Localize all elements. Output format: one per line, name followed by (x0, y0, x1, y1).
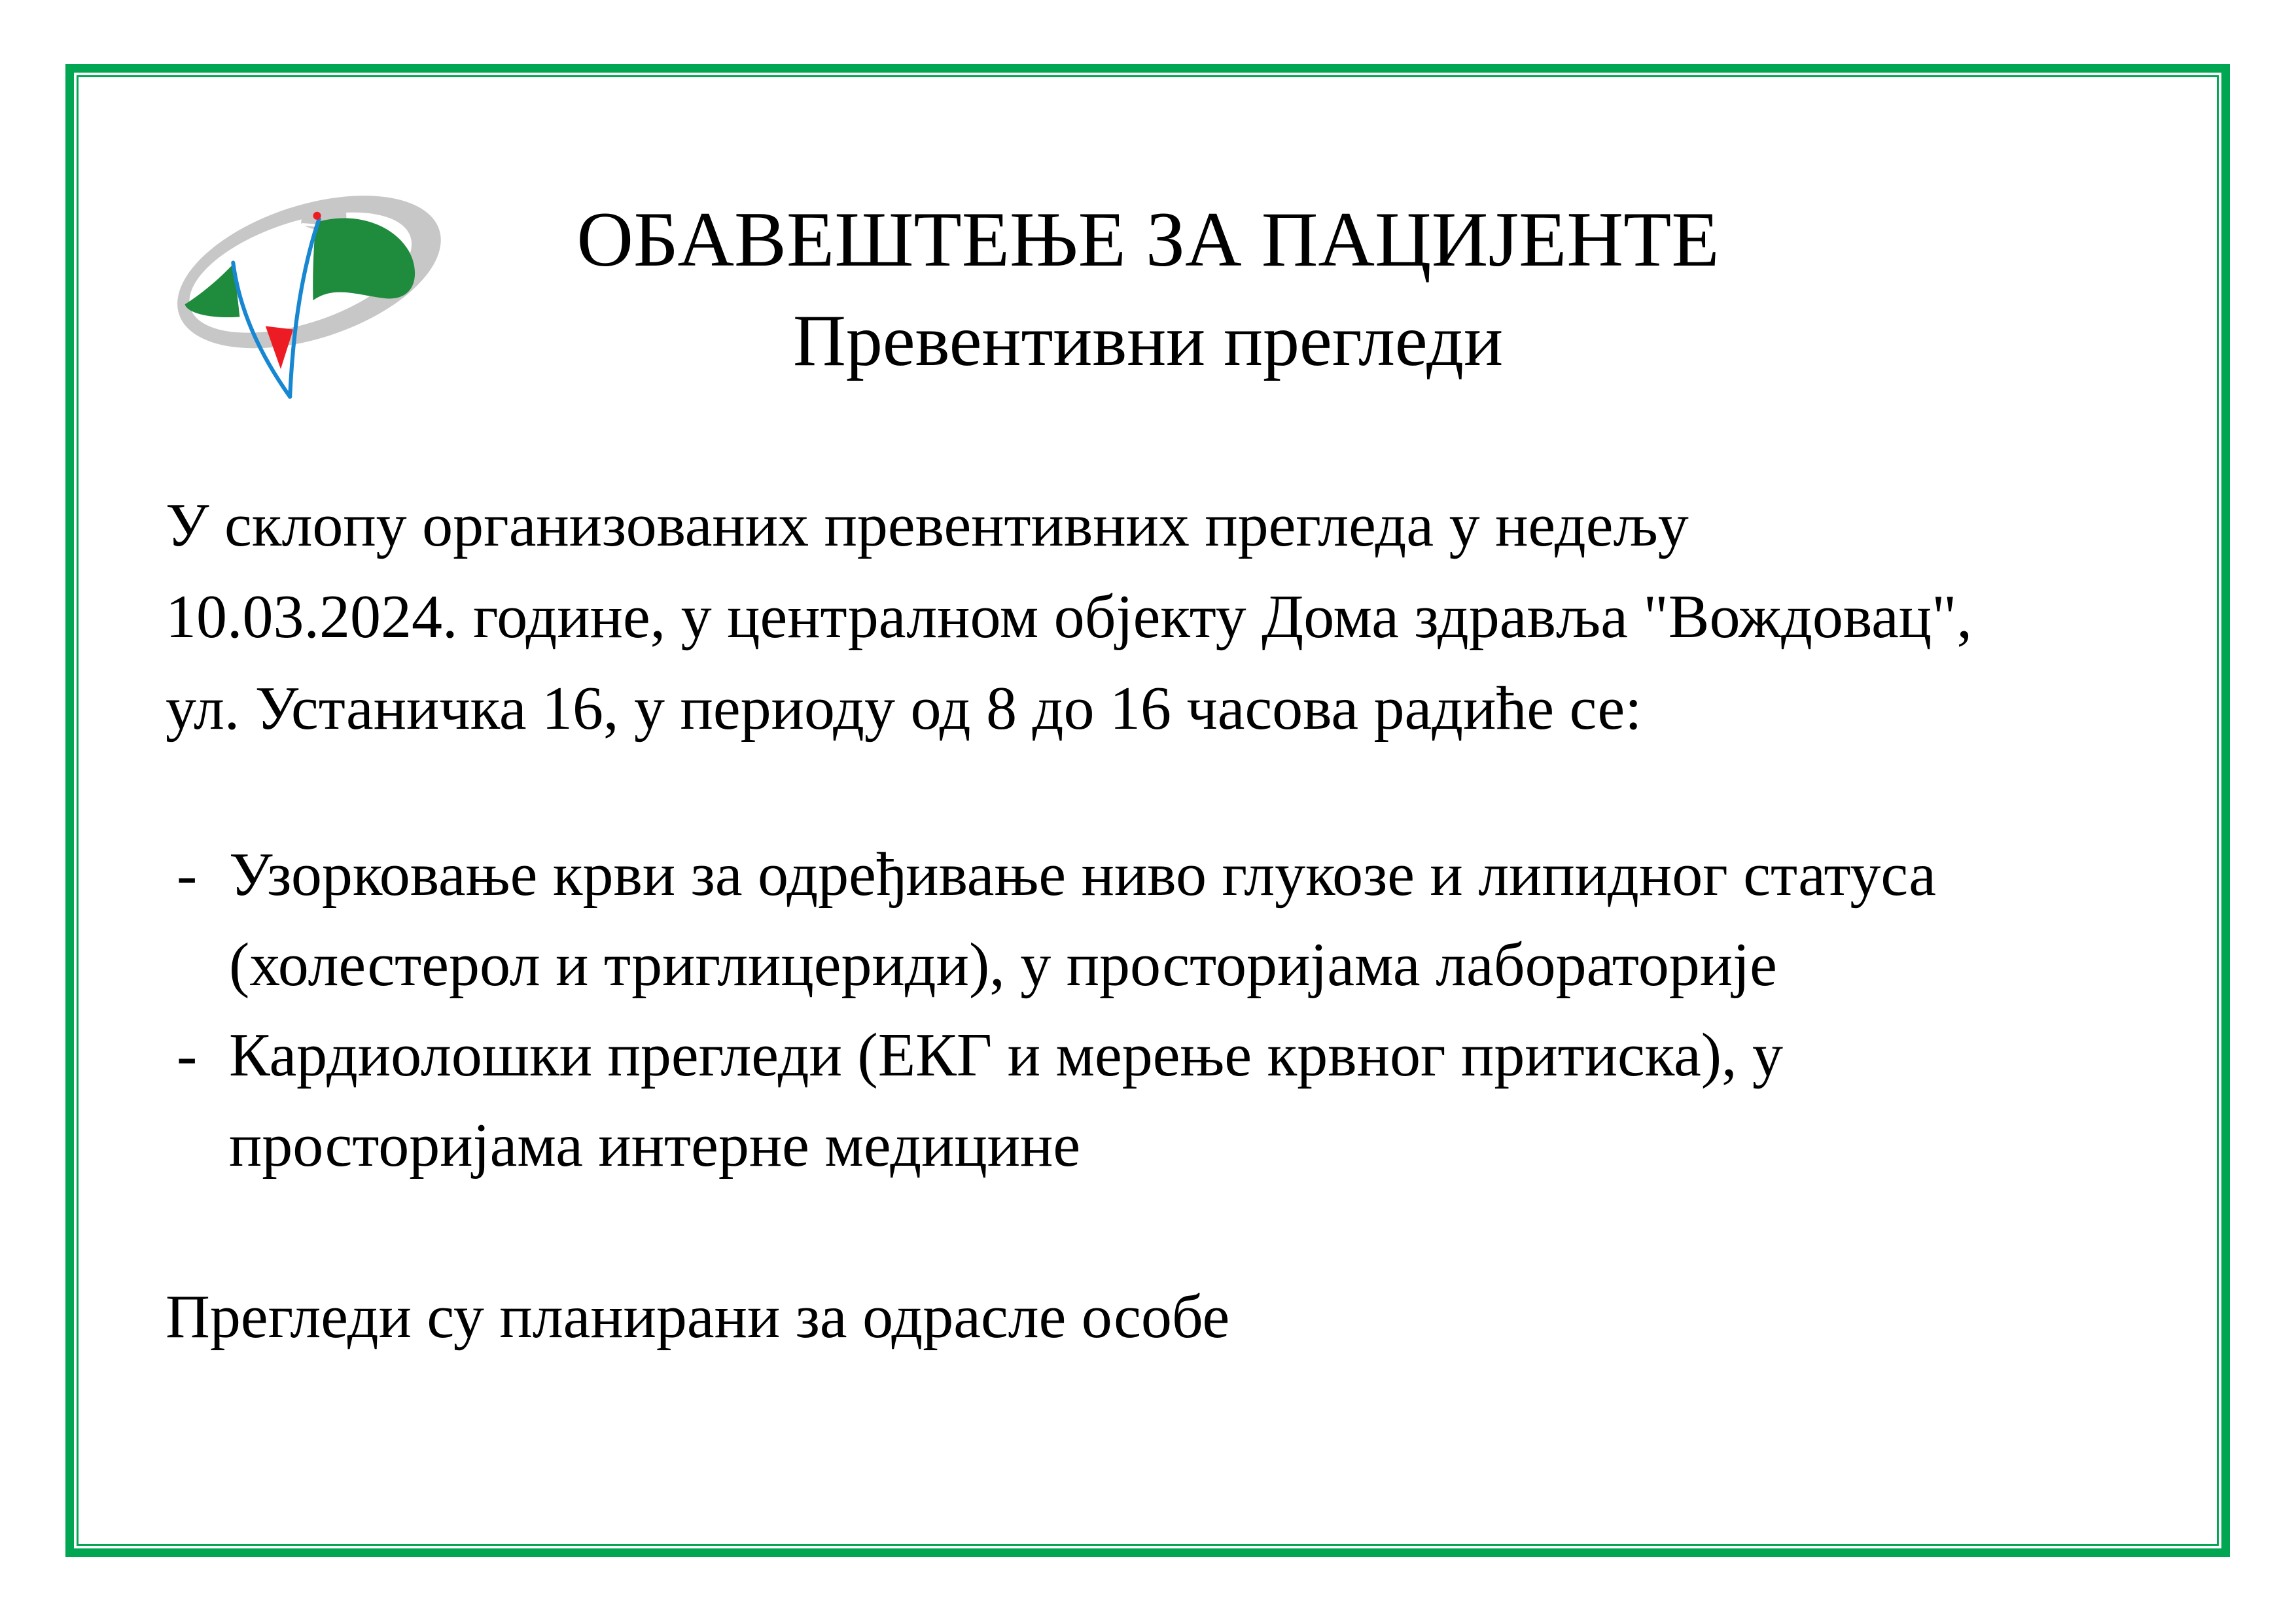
footer-note: Прегледи су планирани за одрасле особе (166, 1283, 1230, 1351)
bullet-line: Узорковање крви за одређивање ниво глукозе и липидног статуса (229, 841, 1936, 909)
notice-body (166, 480, 2181, 1363)
bullet-line: (холестерол и триглицериди), у просторијама лабораторије (229, 931, 1777, 999)
bullet-text (229, 829, 1936, 1010)
page-title: ОБАВЕШТЕЊЕ ЗА ПАЦИЈЕНТЕ (576, 196, 1720, 283)
intro-line-3: ул. Устаничка 16, у периоду од 8 до 16 часова радиће се: (166, 674, 1642, 742)
intro-paragraph (166, 480, 2181, 754)
bullet-line: Кардиолошки прегледи (ЕКГ и мерење крвног притиска), у (229, 1021, 1784, 1089)
page-subtitle: Превентивни прегледи (792, 300, 1504, 381)
bullet-marker: - (177, 841, 198, 909)
bullet-marker: - (177, 1021, 198, 1089)
bullet-item-cardiology (166, 1010, 2181, 1191)
header (0, 188, 2296, 393)
intro-line-2: 10.03.2024. године, у централном објекту Дома здравља "Вождовац", (166, 583, 1972, 651)
paragraph-gap (166, 1191, 2181, 1271)
bullet-item-blood-sampling (166, 829, 2181, 1010)
intro-line-1: У склопу организованих превентивних прегледа у недељу (166, 491, 1689, 559)
bullet-line: просторијама интерне медицине (229, 1111, 1081, 1179)
bullet-text (229, 1010, 1783, 1191)
paragraph-gap (166, 754, 2181, 829)
